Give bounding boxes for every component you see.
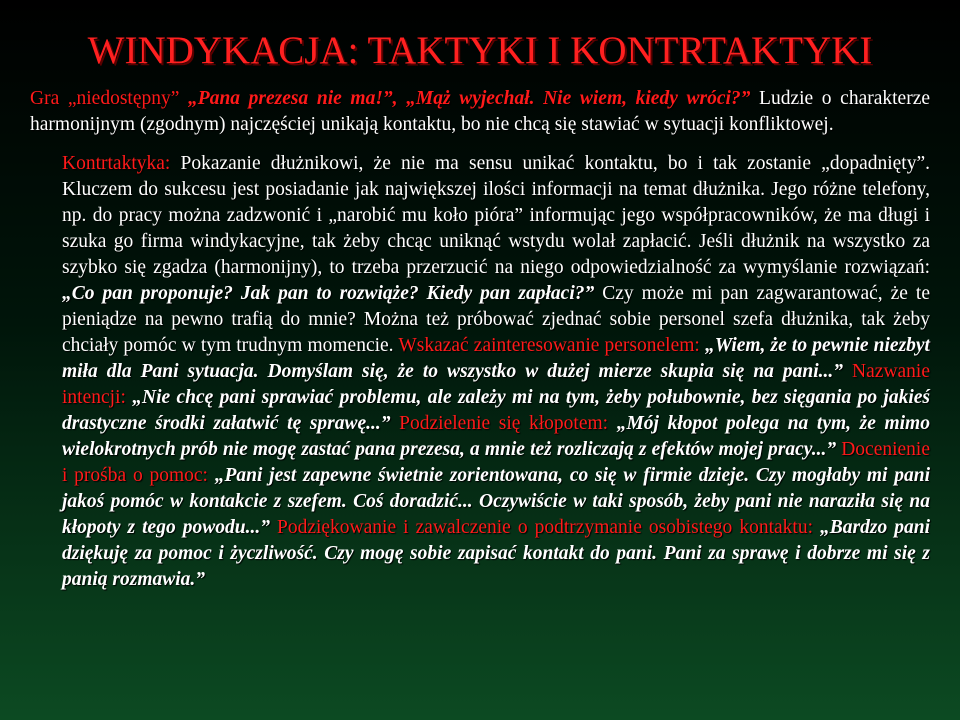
paragraph-game-unavailable — [30, 86, 930, 138]
paragraph-countertactic — [30, 151, 930, 593]
countertactic-label: Kontrtaktyka: — [62, 153, 181, 174]
countertactic-text-b: Czy może mi pan zagwarantować, że te pieniądze na pewno trafią do mnie? Można też próbować zjednać sobie personel szefa dłużnika, tak żeby chciały pomóc w tym trudnym momencie. — [62, 283, 930, 356]
step-quote-intention: „Nie chcę pani sprawiać problemu, ale zależy mi na tym, żeby połubownie, bez sięgania po jakieś drastyczne środki załatwić tę sprawę...” — [62, 387, 930, 434]
step-quote-interest: „Wiem, że to pewnie niezbyt miła dla Pani sytuacja. Domyślam się, że to wszystko w dużej mierze skupia się na pani...” — [62, 335, 930, 382]
countertactic-text-a: Pokazanie dłużnikowi, że nie ma sensu unikać kontaktu, bo i tak zostanie „dopadnięty”. Kluczem do sukcesu jest posiadanie jak największej ilości informacji na temat dłużnika. Jego różne telefony, np. do pracy można zadzwonić i „narobić mu koło pióra” informując jego współpracowników, że ma długi i szuka go firma windykacyjne, tak żeby chcąc uniknąć wstydu wolał zapłacić. Jeśli dłużnik na wszystko za szybko się zgadza (harmonijny), to trzeba przerzucić na niego odpowiedzialność za wymyślanie rozwiązań: — [62, 153, 930, 278]
step-quote-problem: „Mój kłopot polega na tym, że mimo wielokrotnych prób nie mogę zastać pana prezesa, a mnie też rozliczają z efektów mojej pracy...” — [62, 413, 930, 460]
step-label-interest: Wskazać zainteresowanie personelem: — [398, 335, 705, 356]
step-label-thanks: Podziękowanie i zawalczenie o podtrzymanie osobistego kontaktu: — [276, 517, 821, 538]
step-label-request: Docenienie i prośba o pomoc: — [62, 439, 930, 486]
slide-title: WINDYKACJA: TAKTYKI I KONTRTAKTYKI — [87, 29, 873, 72]
tactic-quote: „Pana prezesa nie ma!”, „Mąż wyjechał. Nie wiem, kiedy wróci?” — [188, 88, 751, 109]
countertactic-quote-a: „Co pan proponuje? Jak pan to rozwiąże? Kiedy pan zapłaci?” — [62, 283, 595, 304]
step-quote-request: „Pani jest zapewne świetnie zorientowana, co się w firmie dzieje. Czy mogłaby mi pani jakoś pomóc w kontakcie z szefem. Coś doradzić... Oczywiście w taki sposób, żeby pani nie naraziła się na kłopoty z tego powodu...” — [62, 465, 930, 538]
tactic-label: Gra „niedostępny” — [30, 88, 189, 109]
tactic-description: Ludzie o charakterze harmonijnym (zgodnym) najczęściej unikają kontaktu, bo nie chcą się stawiać w sytuacji konfliktowej. — [30, 88, 930, 135]
step-label-problem: Podzielenie się kłopotem: — [399, 413, 617, 434]
step-label-intention: Nazwanie intencji: — [62, 361, 930, 408]
step-quote-thanks: „Bardzo pani dziękuję za pomoc i życzliwość. Czy mogę sobie zapisać kontakt do pani. Pani za sprawę i dobrze mi się z panią rozmawia.” — [62, 517, 930, 590]
